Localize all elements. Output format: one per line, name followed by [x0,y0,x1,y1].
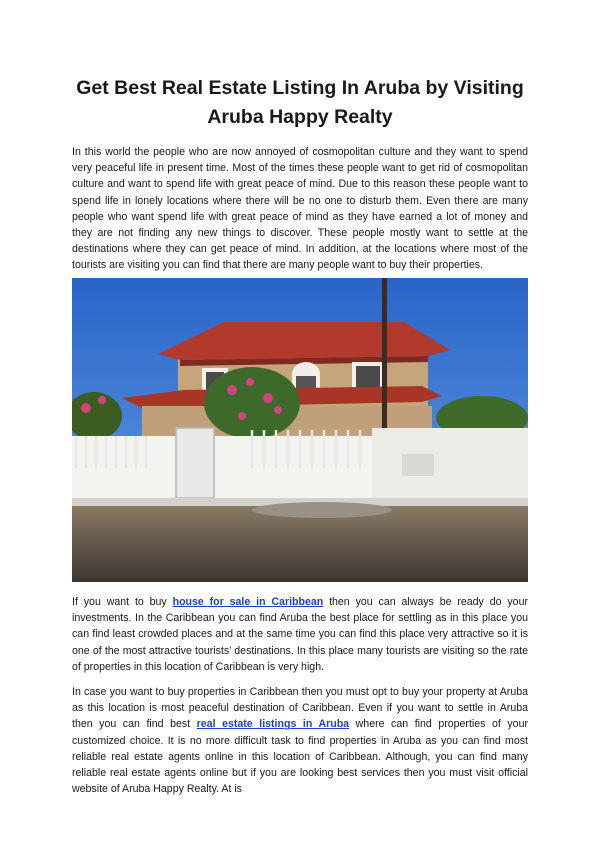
gate [176,428,214,498]
flower-bush [204,367,300,439]
meter-box [402,454,434,476]
paragraph-buying [72,594,528,675]
gravel-pile [252,502,392,518]
paragraph2-text-after: then you can always be ready do your investments. In the Caribbean you can find Aruba the best place for settling as in this place you can find least crowded places and at the same time you can find this place very attractive so it is one of the most attractive tourists’ destinations. In this place many tourists are visiting so the rate of properties in this location of Caribbean is very high. [72,596,528,673]
paragraph3-text-before: In case you want to buy properties in Caribbean then you must opt to buy your property at Aruba as this location is most peaceful destination of Caribbean. Even if you want to settle in Aruba then you can find best [72,686,528,731]
house-for-sale-link[interactable]: house for sale in Caribbean [172,596,324,608]
paragraph3-text-after: where can find properties of your customized choice. It is no more difficult task to find properties in Aruba as you can find most reliable real estate agents online in this location of Caribbean. Although, you can find many reliable real estate agents online but if you are looking best services then you must visit official website of Aruba Happy Realty. At is [72,718,528,796]
paragraph-listings [72,684,528,797]
title-line-2: Aruba Happy Realty [207,106,393,128]
real-estate-listings-link[interactable]: real estate listings in Aruba [196,718,350,731]
paragraph-intro: In this world the people who are now annoyed of cosmopolitan culture and they want to spend very peaceful life in present time. Most of the times these people want to get rid of cosmopolitan culture and want to spend life with great peace of mind. Due to this reason these people want to spend life in lonely locations where there will be no one to disturb them. Even there are many people who want spend life with great peace of mind as they have earned a lot of money and they are not finding any new things to discover. These people mostly want to settle at the destinations where they can get peace of mind. In addition, at the locations where most of the tourists are visiting you can find that there are many people want to buy their properties. [72,146,528,272]
title-line-1: Get Best Real Estate Listing In Aruba by Visiting [76,77,524,99]
paragraph2-text-before: If you want to buy [72,596,173,608]
house-photo [72,278,528,582]
page-title [60,74,540,132]
